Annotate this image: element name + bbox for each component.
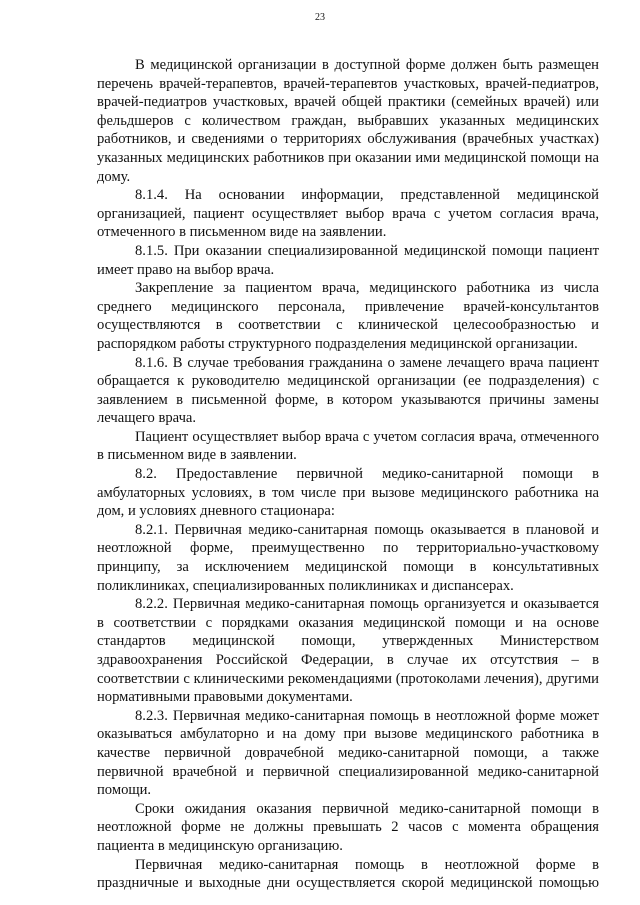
paragraph-8-1-6: 8.1.6. В случае требования гражданина о замене лечащего врача пациент обращается к руководителю медицинской организации (ее подразделения) с заявлением в письменной форме, в котором указываются причины замены лечащего врача. <box>97 354 599 427</box>
paragraph-assignment: Закрепление за пациентом врача, медицинского работника из числа среднего медицинского персонала, привлечение врачей-консультантов осуществляются в соответствии с клинической целесообразностью и распорядком работы структурного подразделения медицинской организации. <box>97 280 599 352</box>
paragraph-holidays: Первичная медико-санитарная помощь в неотложной форме в праздничные и выходные дни осуществляется скорой медицинской помощью <box>97 856 599 892</box>
paragraph-8-1-5: 8.1.5. При оказании специализированной медицинской помощи пациент имеет право на выбор врача. <box>97 242 599 278</box>
paragraph-8-2-2: 8.2.2. Первичная медико-санитарная помощь организуется и оказывается в соответствии с порядками оказания медицинской помощи и на основе стандартов медицинской помощи, утвержденных Министерством здравоохранения Российской Федерации, в случае их отсутствия – в соответствии с клиническими рекомендациями (протоколами лечения), другими нормативными правовыми документами. <box>97 596 599 706</box>
paragraph-doctor-list: В медицинской организации в доступной форме должен быть размещен перечень врачей-терапевтов, врачей-терапевтов участковых, врачей-педиатров, врачей-педиатров участковых, врачей общей практики (семейных врачей) или фельдшеров с количеством граждан, выбравших указанных медицинских работников, и сведениями о территориях обслуживания (врачебных участках) указанных медицинских работников при оказании ими медицинской помощи на дому. <box>97 57 599 185</box>
paragraph-8-1-4: 8.1.4. На основании информации, представленной медицинской организацией, пациент осуществляет выбор врача с учетом согласия врача, отмеченного в письменном виде на заявлении. <box>97 187 599 241</box>
paragraph-patient-choice: Пациент осуществляет выбор врача с учетом согласия врача, отмеченного в письменном виде в заявлении. <box>97 428 599 464</box>
paragraph-waiting-time: Сроки ожидания оказания первичной медико-санитарной помощи в неотложной форме не должны превышать 2 часов с момента обращения пациента в медицинскую организацию. <box>97 800 599 854</box>
paragraph-8-2-1: 8.2.1. Первичная медико-санитарная помощь оказывается в плановой и неотложной форме, преимущественно по территориально-участковому принципу, за исключением медицинской помощи в консультативных поликлиниках, специализированных поликлиниках и диспансерах. <box>97 521 599 594</box>
paragraph-8-2-3: 8.2.3. Первичная медико-санитарная помощь в неотложной форме может оказываться амбулаторно и на дому при вызове медицинского работника в качестве первичной доврачебной медико-санитарной помощи, а также первичной врачебной и первичной специализированной медико-санитарной помощи. <box>97 707 599 799</box>
page-number: 23 <box>315 12 325 23</box>
paragraph-8-2: 8.2. Предоставление первичной медико-санитарной помощи в амбулаторных условиях, в том числе при вызове медицинского работника на дом, и условиях дневного стационара: <box>97 466 599 520</box>
document-body <box>97 56 599 893</box>
